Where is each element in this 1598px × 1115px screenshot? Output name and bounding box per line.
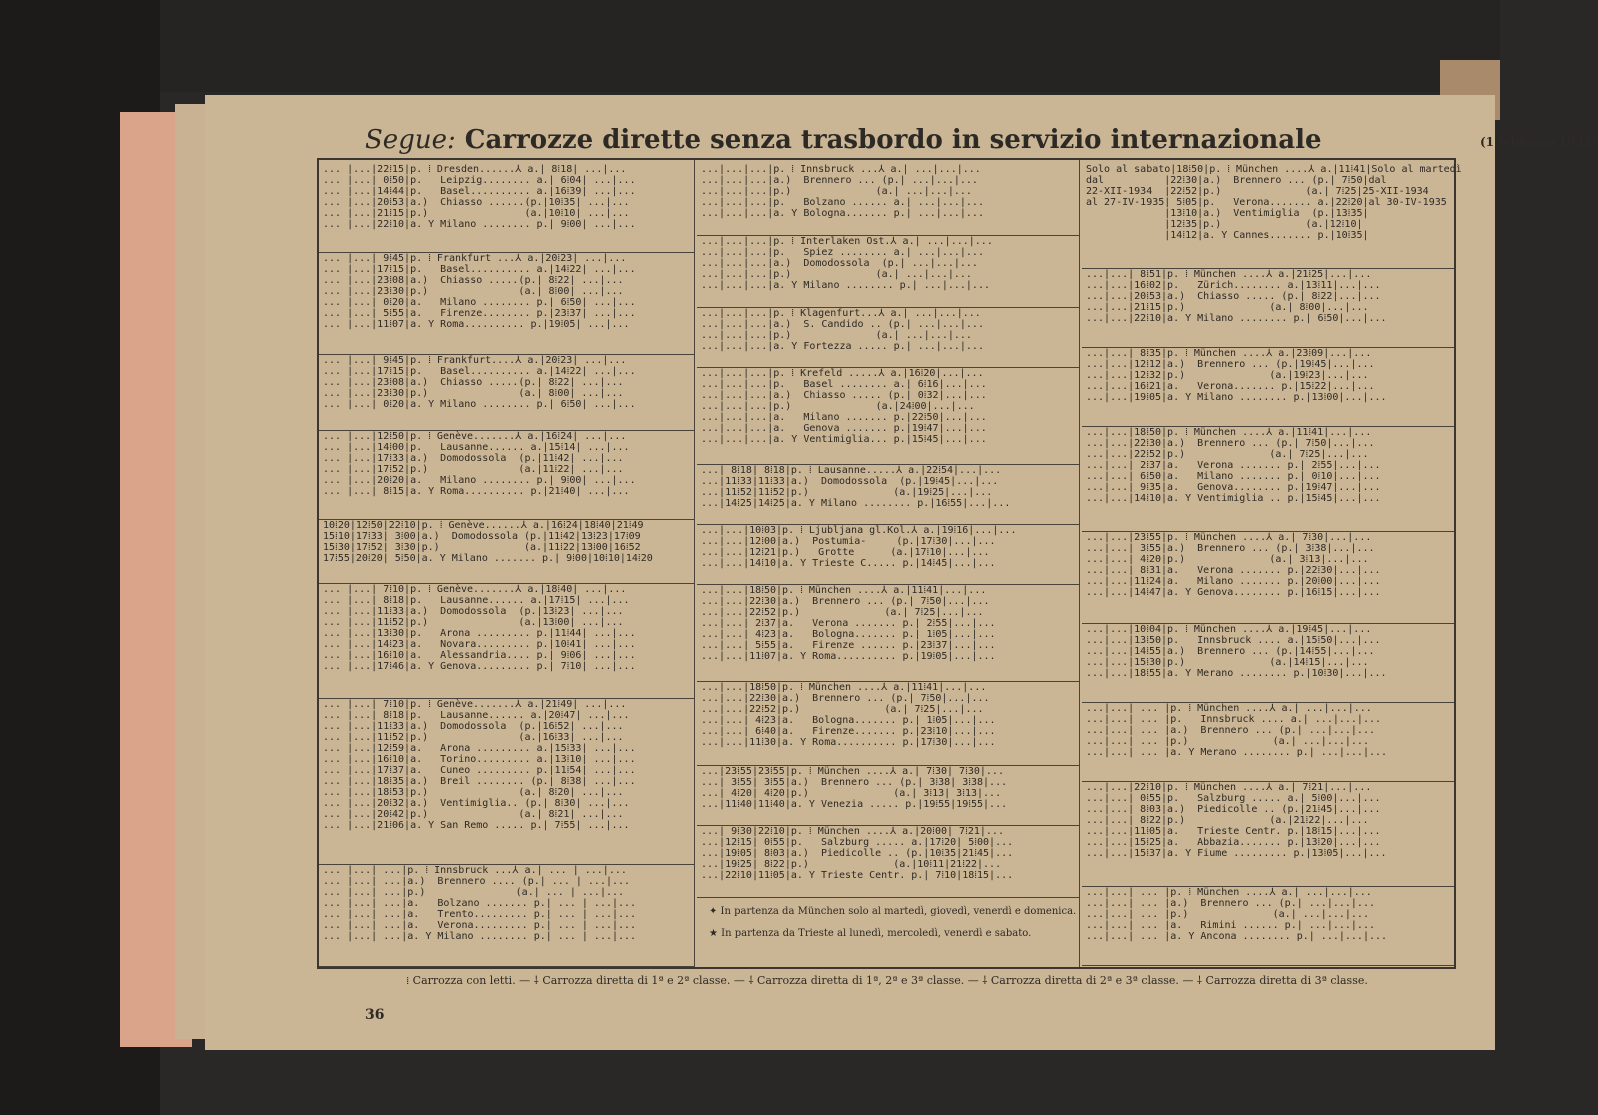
timetable-row: ... |...| 7⁞10|p. ⁞ Genève.......⅄ a.|21⁞49| ...|... bbox=[323, 699, 627, 710]
timetable-row: ... |...|17⁞46|a. Y Genova......... p.| 7⁞10| ...|... bbox=[323, 661, 636, 672]
timetable-row: ... |...| ...|a. Verona......... p.| ... | ...|... bbox=[323, 920, 637, 931]
timetable-row: ...|...|12⁞00|a.) Postumia- (p.|17⁞30|...|... bbox=[701, 536, 996, 547]
timetable-row: ...|...|15⁞37|a. Y Fiume ......... p.|13⁞05|...|... bbox=[1086, 848, 1387, 859]
timetable-row: ... |...| 9⁞45|p. ⁞ Frankfurt....⅄ a.|20⁞23| ...|... bbox=[323, 355, 627, 366]
timetable-block bbox=[1082, 778, 1454, 887]
timetable-block bbox=[697, 461, 1079, 525]
timetable-block bbox=[319, 695, 694, 865]
timetable-block bbox=[697, 678, 1079, 766]
timetable-row: ... |...|11⁞33|a.) Domodossola (p.|16⁞52| ...|... bbox=[323, 721, 624, 732]
timetable-row: ...|...| 2⁞37|a. Verona ....... p.| 2⁞55|...|... bbox=[701, 618, 996, 629]
column-left bbox=[319, 160, 695, 967]
timetable-row: ...|11⁞52|11⁞52|p.) (a.|19⁞25|...|... bbox=[701, 487, 993, 498]
timetable-row: ...| 8⁞18| 8⁞18|p. ⁞ Lausanne.....⅄ a.|22⁞54|...|... bbox=[701, 465, 1002, 476]
timetable-row: ... |...|17⁞15|p. Basel.......... a.|14⁞22| ...|... bbox=[323, 264, 636, 275]
timetable-row: ...|...|10⁞04|p. ⁞ München ....⅄ a.|19⁞45|...|... bbox=[1086, 624, 1372, 635]
timetable-block bbox=[1082, 699, 1454, 782]
timetable-row: ... |...|23⁞08|a.) Chiasso .....(p.| 8⁞22| ...|... bbox=[323, 377, 624, 388]
timetable-row: ... |...|23⁞08|a.) Chiasso .....(p.| 8⁞22| ...|... bbox=[323, 275, 624, 286]
timetable-row: ...|...|18⁞50|p. ⁞ München ....⅄ a.|11⁞41|...|... bbox=[701, 682, 987, 693]
timetable-block bbox=[319, 351, 694, 431]
timetable-row: ...|...|...|a.) Chiasso ..... (p.| 0⁞32|...|... bbox=[701, 390, 987, 401]
timetable-block bbox=[1082, 265, 1454, 348]
timetable-row: ...|...|11⁞05|a. Trieste Centr. p.|18⁞15|...|... bbox=[1086, 826, 1381, 837]
timetable-row: ...|22⁞10|11⁞05|a. Y Trieste Centr. p.| 7⁞10|18⁞15|... bbox=[701, 870, 1014, 881]
timetable-row: ...|...|...|p. ⁞ Klagenfurt...⅄ a.| ...|...|... bbox=[701, 308, 981, 319]
timetable-block bbox=[319, 160, 694, 253]
timetable-row: ...|...| 8⁞22|p.) (a.|21⁞22|...|... bbox=[1086, 815, 1369, 826]
timetable-row: ...|...| 8⁞51|p. ⁞ München ....⅄ a.|21⁞25|...|... bbox=[1086, 269, 1372, 280]
timetable-block bbox=[697, 160, 1079, 236]
timetable-row: ...| 9⁞30|22⁞10|p. ⁞ München ....⅄ a.|20⁞00| 7⁞21|... bbox=[701, 826, 1004, 837]
timetable-row: ... |...| ...|p.) (a.| ... | ...|... bbox=[323, 887, 625, 898]
timetable-row: ... |...|11⁞33|a.) Domodossola (p.|13⁞23| ...|... bbox=[323, 606, 624, 617]
timetable-row: ...|...|...|p. ⁞ Interlaken Ost.⅄ a.| ...|...|... bbox=[701, 236, 993, 247]
timetable-row: 10⁞20|12⁞50|22⁞10|p. ⁞ Genève......⅄ a.|16⁞24|18⁞40|21⁞49 bbox=[323, 520, 644, 531]
timetable-row: ...|...| ... |p.) (a.| ...|...|... bbox=[1086, 736, 1369, 747]
timetable-row: Solo al sabato|18⁞50|p. ⁞ München ....⅄ a.|11⁞41|Solo al martedì bbox=[1086, 164, 1462, 175]
timetable-row: 15⁞10|17⁞33| 3⁞00|a.) Domodossola (p.|11⁞42|13⁞23|17⁞09 bbox=[323, 531, 641, 542]
timetable-block bbox=[319, 249, 694, 355]
timetable-row: ... |...| 0⁞20|a. Y Milano ........ p.| 6⁞50| ...|... bbox=[323, 399, 636, 410]
timetable-row: |12⁞35|p.) (a.|12⁞10| bbox=[1086, 219, 1363, 230]
timetable-row: ...|...|...|p.) (a.| ...|...|... bbox=[701, 330, 972, 341]
timetable-block bbox=[319, 516, 694, 584]
timetable-row: ... |...| 7⁞10|p. ⁞ Genève.......⅄ a.|18⁞40| ...|... bbox=[323, 584, 627, 595]
timetable-row: ... |...|18⁞53|p.) (a.| 8⁞20| ...|... bbox=[323, 787, 624, 798]
timetable-row: ... |...|12⁞50|p. ⁞ Genève.......⅄ a.|16⁞24| ...|... bbox=[323, 431, 627, 442]
timetable-row: ...|...|21⁞15|p.) (a.| 8⁞00|...|... bbox=[1086, 302, 1369, 313]
timetable-row: ...|...| 4⁞23|a. Bologna....... p.| 1⁞05|...|... bbox=[701, 715, 996, 726]
timetable-row: ...|...|16⁞02|p. Zürich........ a.|13⁞11|...|... bbox=[1086, 280, 1381, 291]
timetable-row: ...|...| 3⁞55|a.) Brennero ... (p.| 3⁞38|...|... bbox=[1086, 543, 1375, 554]
timetable-row: ...|...|11⁞24|a. Milano ....... p.|20⁞00|...|... bbox=[1086, 576, 1381, 587]
timetable-row: ...|...|14⁞10|a. Y Ventimiglia .. p.|15⁞45|...|... bbox=[1086, 493, 1381, 504]
timetable-row: ...|...|18⁞50|p. ⁞ München ....⅄ a.|11⁞41|...|... bbox=[701, 585, 987, 596]
timetable-row: ...|...|10⁞03|p. ⁞ Ljubljana gl.Kol.⅄ a.|19⁞16|...|... bbox=[701, 525, 1017, 536]
timetable-block bbox=[319, 861, 694, 967]
timetable-page bbox=[205, 95, 1598, 1050]
timetable-row: ...|...|13⁞50|p. Innsbruck .... a.|15⁞50|...|... bbox=[1086, 635, 1381, 646]
timetable-row: ...|...|12⁞21|p.) Grotte (a.|17⁞10|...|... bbox=[701, 547, 990, 558]
timetable-row: ...|...|20⁞53|a.) Chiasso ..... (p.| 8⁞22|...|... bbox=[1086, 291, 1381, 302]
timetable-row: ... |...| 8⁞18|p. Lausanne...... a.|20⁞47| ...|... bbox=[323, 710, 630, 721]
timetable-row: ...|...| 8⁞31|a. Verona ....... p.|22⁞30|...|... bbox=[1086, 565, 1381, 576]
title-segue: Segue: bbox=[365, 125, 456, 155]
timetable-block bbox=[697, 762, 1079, 826]
timetable-row: ...|...|22⁞52|p.) (a.| 7⁞25|...|... bbox=[1086, 449, 1369, 460]
timetable-row: ... |...| ...|p. ⁞ Innsbruck ...⅄ a.| ... | ...|... bbox=[323, 865, 627, 876]
timetable-row: 22-XII-1934 |22⁞52|p.) (a.| 7⁞25|25-XII-1934 bbox=[1086, 186, 1429, 197]
timetable-row: ...|...|...|p. ⁞ Krefeld .....⅄ a.|16⁞20|...|... bbox=[701, 368, 984, 379]
timetable-row: ...|23⁞55|23⁞55|p. ⁞ München ....⅄ a.| 7⁞30| 7⁞30|... bbox=[701, 766, 1004, 777]
timetable-row: ... |...| 0⁞20|a. Milano ........ p.| 6⁞50| ...|... bbox=[323, 297, 636, 308]
footnote-munchen: ✦ In partenza da München solo al martedì, giovedì, venerdì e domenica. bbox=[709, 906, 1077, 917]
timetable-row: ... |...| 0⁞50|p. Leipzig........ a.| 6⁞04| ...|... bbox=[323, 175, 636, 186]
background-top bbox=[0, 0, 1500, 92]
timetable-row: ...|...|22⁞30|a.) Brennero ... (p.| 7⁞50|...|... bbox=[701, 596, 990, 607]
timetable-row: ...|...|...|a.) Brennero ... (p.| ...|...|... bbox=[701, 175, 978, 186]
timetable-row: ...|...|...|a. Y Milano ........ p.| ...|...|... bbox=[701, 280, 990, 291]
timetable-row: dal |22⁞30|a.) Brennero ... (p.| 7⁞50|dal bbox=[1086, 175, 1387, 186]
timetable-row: |13⁞10|a.) Ventimiglia (p.|13⁞35| bbox=[1086, 208, 1369, 219]
timetable-row: ...|...| 6⁞40|a. Firenze....... p.|23⁞10|...|... bbox=[701, 726, 996, 737]
timetable-row: ... |...|20⁞32|a.) Ventimiglia.. (p.| 8⁞30| ...|... bbox=[323, 798, 630, 809]
timetable-row: ... |...|20⁞53|a.) Chiasso ......(p.|10⁞35| ...|... bbox=[323, 197, 630, 208]
timetable-row: ...|...| 8⁞03|a.) Piedicolle .. (p.|21⁞45|...|... bbox=[1086, 804, 1381, 815]
timetable-row: ... |...|12⁞59|a. Arona ......... a.|15⁞33| ...|... bbox=[323, 743, 636, 754]
timetable-row: al 27-IV-1935| 5⁞05|p. Verona....... a.|22⁞20|al 30-IV-1935 bbox=[1086, 197, 1447, 208]
timetable-row: ...|11⁞40|11⁞40|a. Y Venezia ..... p.|19⁞55|19⁞55|... bbox=[701, 799, 1008, 810]
timetable-row: ... |...|11⁞52|p.) (a.|13⁞00| ...|... bbox=[323, 617, 624, 628]
timetable-row: ...|...|12⁞32|p.) (a.|19⁞23|...|... bbox=[1086, 370, 1369, 381]
timetable-row: ...|...|...|p.) (a.| ...|...|... bbox=[701, 269, 972, 280]
timetable-block bbox=[697, 822, 1079, 898]
timetable-row: ...|...|11⁞07|a. Y Roma.......... p.|19⁞05|...|... bbox=[701, 651, 996, 662]
timetable-row: ...|...|...|p.) (a.|24⁞00|...|... bbox=[701, 401, 975, 412]
timetable-row: ...|...|12⁞12|a.) Brennero ... (p.|19⁞45|...|... bbox=[1086, 359, 1375, 370]
timetable-row: ...|19⁞25| 8⁞22|p.) (a.|10⁞11|21⁞22|... bbox=[701, 859, 1002, 870]
timetable-block bbox=[319, 580, 694, 699]
timetable-row: ...| 4⁞20| 4⁞20|p.) (a.| 3⁞13| 3⁞13|... bbox=[701, 788, 1002, 799]
timetable-row: ...|...| ... |a. Y Merano ........ p.| ...|...|... bbox=[1086, 747, 1388, 758]
timetable-block bbox=[1082, 620, 1454, 703]
timetable-row: ... |...|16⁞10|a. Alessandria.... p.| 9⁞06| ...|... bbox=[323, 650, 636, 661]
timetable-row: ...|...|...|a. Y Bologna....... p.| ...|...|... bbox=[701, 208, 984, 219]
timetable-row: ...|...|14⁞55|a.) Brennero ... (p.|14⁞55|...|... bbox=[1086, 646, 1375, 657]
timetable-row: ...|...|...|p. Spiez ........ a.| ...|...|... bbox=[701, 247, 984, 258]
timetable-row: ... |...|11⁞52|p.) (a.|16⁞33| ...|... bbox=[323, 732, 624, 743]
timetable-row: ... |...|14⁞44|p. Basel.......... a.|16⁞39| ...|... bbox=[323, 186, 636, 197]
timetable-row: ... |...|14⁞23|a. Novara......... p.|10⁞41| ...|... bbox=[323, 639, 636, 650]
timetable-row: ...|...| ... |a.) Brennero ... (p.| ...|...|... bbox=[1086, 725, 1375, 736]
timetable-row: ...|...|22⁞30|a.) Brennero ... (p.| 7⁞50|...|... bbox=[701, 693, 990, 704]
timetable-row: ... |...| ...|a. Bolzano ....... p.| ... | ...|... bbox=[323, 898, 637, 909]
timetable-row: ...|...| 6⁞50|a. Milano ....... p.| 0⁞10|...|... bbox=[1086, 471, 1381, 482]
column-middle bbox=[697, 160, 1080, 967]
timetable-block bbox=[319, 427, 694, 520]
timetable-row: ... |...|17⁞33|a.) Domodossola (p.|11⁞42| ...|... bbox=[323, 453, 624, 464]
timetable-row: ...|...|...|a. Milano ....... p.|22⁞50|...|... bbox=[701, 412, 987, 423]
timetable-row: ... |...|14⁞00|p. Lausanne...... a.|15⁞14| ...|... bbox=[323, 442, 630, 453]
page-number: 36 bbox=[365, 1007, 385, 1023]
timetable-row: ...|...| 4⁞20|p.) (a.| 3⁞13|...|... bbox=[1086, 554, 1369, 565]
timetable-row: ... |...|20⁞42|p.) (a.| 8⁞21| ...|... bbox=[323, 809, 624, 820]
timetable-row: ...|...|22⁞10|p. ⁞ München ....⅄ a.| 7⁞21|...|... bbox=[1086, 782, 1372, 793]
timetable-row: ... |...| 8⁞15|a. Y Roma.......... p.|21⁞40| ...|... bbox=[323, 486, 630, 497]
timetable-row: ...|...|...|p. Bolzano ...... a.| ...|...|... bbox=[701, 197, 984, 208]
timetable-row: ...|...| ... |p. ⁞ München ....⅄ a.| ...|...|... bbox=[1086, 887, 1372, 898]
timetable-row: ... |...|21⁞06|a. Y San Remo ..... p.| 7⁞55| ...|... bbox=[323, 820, 630, 831]
timetable-row: |14⁞12|a. Y Cannes....... p.|10⁞35| bbox=[1086, 230, 1369, 241]
timetable-row: ...|...|23⁞55|p. ⁞ München ....⅄ a.| 7⁞30|...|... bbox=[1086, 532, 1372, 543]
page-title bbox=[365, 125, 1322, 155]
timetable-row: ...|11⁞33|11⁞33|a.) Domodossola (p.|19⁞45|...|... bbox=[701, 476, 999, 487]
timetable-row: ...|...| ... |p. Innsbruck .... a.| ...|...|... bbox=[1086, 714, 1382, 725]
timetable-row: ...|...| 9⁞35|a. Genova........ p.|19⁞47|...|... bbox=[1086, 482, 1381, 493]
timetable-row: ... |...| ...|a. Y Milano ........ p.| ... | ...|... bbox=[323, 931, 637, 942]
timetable-block bbox=[1082, 528, 1454, 624]
timetable-row: ...|...|11⁞30|a. Y Roma.......... p.|17⁞30|...|... bbox=[701, 737, 996, 748]
timetable-row: ...|14⁞25|14⁞25|a. Y Milano ........ p.|16⁞55|...|... bbox=[701, 498, 1011, 509]
timetable-row: ...|19⁞05| 8⁞03|a.) Piedicolle .. (p.|10⁞35|21⁞45|... bbox=[701, 848, 1014, 859]
timetable-row: ...|...|...|a.) S. Candido .. (p.| ...|...|... bbox=[701, 319, 984, 330]
timetable-row: ...|...|...|a. Y Fortezza ..... p.| ...|...|... bbox=[701, 341, 984, 352]
timetable-row: ...|...| 8⁞35|p. ⁞ München ....⅄ a.|23⁞09|...|... bbox=[1086, 348, 1372, 359]
timetable-row: ...| 3⁞55| 3⁞55|a.) Brennero ... (p.| 3⁞38| 3⁞38|... bbox=[701, 777, 1008, 788]
timetable-row: ... |...|23⁞30|p.) (a.| 8⁞00| ...|... bbox=[323, 286, 624, 297]
timetable-row: ... |...|20⁞20|a. Milano ........ p.| 9⁞00| ...|... bbox=[323, 475, 636, 486]
timetable-frame bbox=[317, 158, 1462, 969]
timetable-row: ...|...| 2⁞37|a. Verona ....... p.| 2⁞55|...|... bbox=[1086, 460, 1381, 471]
timetable-row: ... |...|13⁞30|p. Arona ......... p.|11⁞44| ...|... bbox=[323, 628, 636, 639]
timetable-row: ...|...|16⁞21|a. Verona....... p.|15⁞22|...|... bbox=[1086, 381, 1375, 392]
timetable-block bbox=[1082, 423, 1454, 532]
timetable-block bbox=[697, 304, 1079, 368]
timetable-block bbox=[1082, 160, 1462, 269]
timetable-row: ... |...| 9⁞45|p. ⁞ Frankfurt ...⅄ a.|20⁞23| ...|... bbox=[323, 253, 627, 264]
timetable-row: ...|...| 4⁞23|a. Bologna....... p.| 1⁞05|...|... bbox=[701, 629, 996, 640]
timetable-row: ...|...|15⁞30|p.) (a.|14⁞15|...|... bbox=[1086, 657, 1369, 668]
timetable-block bbox=[697, 581, 1079, 682]
timetable-row: ...|...|...|a. Y Ventimiglia... p.|15⁞45|...|... bbox=[701, 434, 987, 445]
timetable-row: ... |...|22⁞10|a. Y Milano ........ p.| 9⁞00| ...|... bbox=[323, 219, 636, 230]
timetable-row: ... |...| 8⁞18|p. Lausanne...... a.|17⁞15| ...|... bbox=[323, 595, 630, 606]
timetable-row: ... |...|17⁞15|p. Basel.......... a.|14⁞22| ...|... bbox=[323, 366, 636, 377]
legend: ⁞ Carrozza con letti. — ⸸ Carrozza diretta di 1ª e 2ª classe. — ⸸ Carrozza diretta di 1ª, 2ª e 3ª classe. — ⸸ Carrozza diretta di 2ª e 3ª classe. — ⸸ Carrozza diretta di 3ª classe. bbox=[406, 974, 1368, 987]
timetable-row: ... |...|22⁞15|p. ⁞ Dresden......⅄ a.| 8⁞18| ...|... bbox=[323, 164, 627, 175]
timetable-block bbox=[697, 232, 1079, 308]
timetable-row: ...|...| ... |a.) Brennero ... (p.| ...|...|... bbox=[1086, 898, 1375, 909]
timetable-row: ...|...|22⁞10|a. Y Milano ........ p.| 6⁞50|...|... bbox=[1086, 313, 1387, 324]
timetable-row: ...|...|...|a. Genova ....... p.|19⁞47|...|... bbox=[701, 423, 987, 434]
timetable-block bbox=[697, 364, 1079, 465]
timetable-row: ...|...| ... |p. ⁞ München ....⅄ a.| ...|...|... bbox=[1086, 703, 1372, 714]
timetable-block bbox=[1082, 344, 1454, 427]
footnote-trieste: ★ In partenza da Trieste al lunedì, mercoledì, venerdì e sabato. bbox=[709, 928, 1032, 939]
timetable-row: ...|...| ... |p.) (a.| ...|...|... bbox=[1086, 909, 1369, 920]
timetable-block bbox=[1082, 883, 1454, 966]
timetable-row: ...|12⁞15| 0⁞55|p. Salzburg ..... a.|17⁞20| 5⁞00|... bbox=[701, 837, 1014, 848]
timetable-row: ...|...|22⁞52|p.) (a.| 7⁞25|...|... bbox=[701, 704, 984, 715]
timetable-row: ... |...| ...|a. Trento......... p.| ... | ...|... bbox=[323, 909, 637, 920]
timetable-row: ... |...|17⁞37|a. Cuneo ......... p.|11⁞54| ...|... bbox=[323, 765, 636, 776]
timetable-row: ...|...|22⁞52|p.) (a.| 7⁞25|...|... bbox=[701, 607, 984, 618]
timetable-row: ... |...|21⁞15|p.) (a.|10⁞10| ...|... bbox=[323, 208, 630, 219]
column-right bbox=[1082, 160, 1462, 967]
timetable-row: ...|...|...|a.) Domodossola (p.| ...|...|... bbox=[701, 258, 978, 269]
timetable-block bbox=[697, 521, 1079, 585]
timetable-row: ...|...| ... |a. Y Ancona ........ p.| ...|...|... bbox=[1086, 931, 1388, 942]
timetable-row: ...|...|18⁞55|a. Y Merano ........ p.|10⁞30|...|... bbox=[1086, 668, 1387, 679]
timetable-row: ...|...| 0⁞55|p. Salzburg ..... a.| 5⁞00|...|... bbox=[1086, 793, 1381, 804]
timetable-row: ...|...| ... |a. Rimini ...... p.| ...|...|... bbox=[1086, 920, 1375, 931]
timetable-row: ... |...|16⁞10|a. Torino......... a.|13⁞10| ...|... bbox=[323, 754, 636, 765]
timetable-row: ... |...|18⁞35|a.) Breil ........ (p.| 8⁞38| ...|... bbox=[323, 776, 636, 787]
timetable-row: 15⁞30|17⁞52| 3⁞30|p.) (a.|11⁞22|13⁞00|16⁞52 bbox=[323, 542, 641, 553]
timetable-row: ...|...|...|p. Basel ........ a.| 6⁞16|...|... bbox=[701, 379, 987, 390]
timetable-row: ...|...|15⁞25|a. Abbazia....... p.|13⁞20|...|... bbox=[1086, 837, 1381, 848]
timetable-row: ... |...|23⁞30|p.) (a.| 8⁞00| ...|... bbox=[323, 388, 624, 399]
timetable-row: 17⁞55|20⁞20| 5⁞50|a. Y Milano ....... p.| 9⁞00|10⁞10|14⁞20 bbox=[323, 553, 653, 564]
timetable-row: ...|...| 5⁞55|a. Firenze ...... p.|23⁞37|...|... bbox=[701, 640, 996, 651]
timetable-row: ...|...|19⁞05|a. Y Milano ........ p.|13⁞00|...|... bbox=[1086, 392, 1387, 403]
timetable-row: ...|...|14⁞10|a. Y Trieste C..... p.|14⁞45|...|... bbox=[701, 558, 996, 569]
timetable-row: ...|...|...|p. ⁞ Innsbruck ...⅄ a.| ...|...|... bbox=[701, 164, 981, 175]
edition-date: (1 febbraio 1935) bbox=[1480, 135, 1598, 149]
timetable-row: ... |...| ...|a.) Brennero .... (p.| ... | ...|... bbox=[323, 876, 631, 887]
timetable-row: ...|...|...|p.) (a.| ...|...|... bbox=[701, 186, 972, 197]
title-text: Carrozze dirette senza trasbordo in servizio internazionale bbox=[464, 125, 1322, 155]
timetable-row: ... |...|11⁞07|a. Y Roma.......... p.|19⁞05| ...|... bbox=[323, 319, 630, 330]
timetable-row: ... |...|17⁞52|p.) (a.|11⁞22| ...|... bbox=[323, 464, 624, 475]
timetable-row: ...|...|18⁞50|p. ⁞ München ....⅄ a.|11⁞41|...|... bbox=[1086, 427, 1372, 438]
timetable-row: ...|...|22⁞30|a.) Brennero ... (p.| 7⁞50|...|... bbox=[1086, 438, 1375, 449]
timetable-row: ... |...| 5⁞55|a. Firenze........ p.|23⁞37| ...|... bbox=[323, 308, 636, 319]
timetable-row: ...|...|14⁞47|a. Y Genova........ p.|16⁞15|...|... bbox=[1086, 587, 1381, 598]
